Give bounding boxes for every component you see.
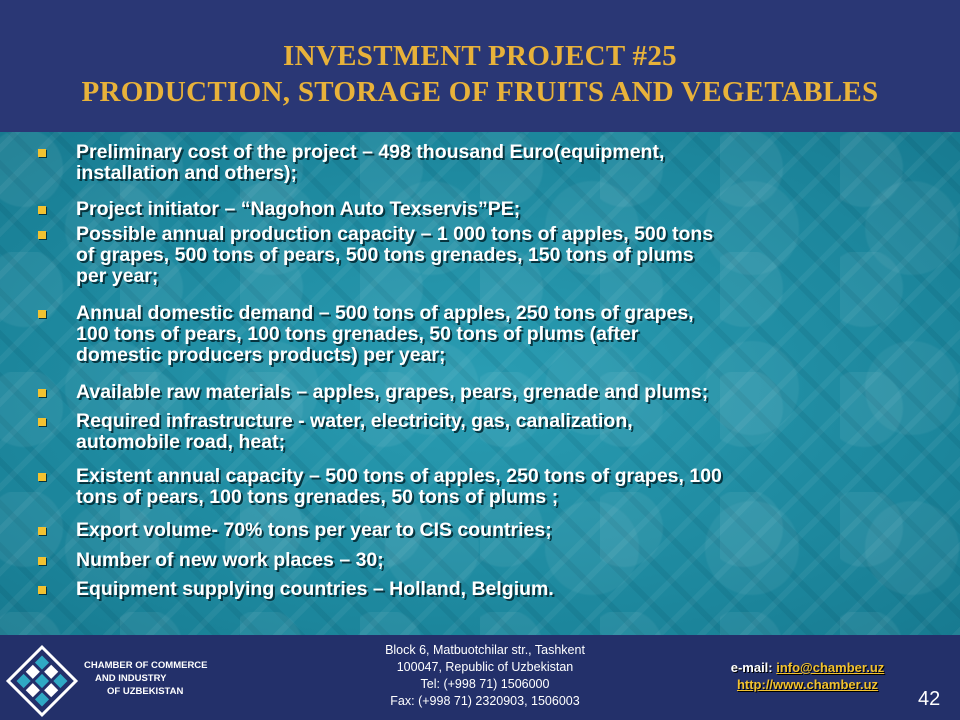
square-bullet-icon	[38, 586, 46, 594]
square-bullet-icon	[38, 389, 46, 397]
bullet-text	[76, 520, 918, 541]
address-line: Block 6, Matbuotchilar str., Tashkent	[385, 643, 585, 657]
bullet-line: Annual domestic demand – 500 tons of apples, 250 tons of grapes,	[76, 302, 694, 324]
bullet-item	[38, 303, 918, 366]
bullet-item	[38, 579, 918, 600]
bullet-line: of grapes, 500 tons of pears, 500 tons grenades, 150 tons of plums	[76, 244, 694, 266]
bullet-line: per year;	[76, 265, 159, 287]
bullet-line: Equipment supplying countries – Holland, Belgium.	[76, 578, 554, 600]
bullet-line: Project initiator – “Nagohon Auto Texservis”PE;	[76, 198, 521, 220]
bullet-text	[76, 382, 918, 403]
org-name-line-3: OF UZBEKISTAN	[107, 686, 184, 697]
chamber-logo-icon	[4, 643, 80, 719]
contacts-block	[700, 659, 915, 693]
square-bullet-icon	[38, 418, 46, 426]
bullet-item	[38, 382, 918, 403]
page-number: 42	[918, 688, 941, 710]
bullet-line: domestic producers products) per year;	[76, 344, 446, 366]
bullet-item	[38, 466, 918, 508]
bullet-item	[38, 199, 918, 220]
bullet-item	[38, 550, 918, 571]
bullet-item	[38, 142, 918, 184]
bullet-line: Existent annual capacity – 500 tons of apples, 250 tons of grapes, 100	[76, 465, 722, 487]
bullet-line: Possible annual production capacity – 1 000 tons of apples, 500 tons	[76, 223, 714, 245]
bullet-item	[38, 520, 918, 541]
bullet-line: Available raw materials – apples, grapes, pears, grenade and plums;	[76, 381, 709, 403]
square-bullet-icon	[38, 149, 46, 157]
bullet-line: Number of new work places – 30;	[76, 549, 384, 571]
bullet-line: automobile road, heat;	[76, 431, 286, 453]
email-link[interactable]: info@chamber.uz	[776, 660, 885, 675]
square-bullet-icon	[38, 473, 46, 481]
bullet-text	[76, 466, 918, 508]
address-block	[300, 642, 670, 710]
bullet-line: Required infrastructure - water, electricity, gas, canalization,	[76, 410, 633, 432]
title-band	[0, 0, 960, 132]
square-bullet-icon	[38, 231, 46, 239]
bullet-text	[76, 303, 918, 366]
bullet-line: installation and others);	[76, 162, 298, 184]
bullet-item	[38, 411, 918, 453]
fax-line: Fax: (+998 71) 2320903, 1506003	[390, 694, 580, 708]
bullet-text	[76, 199, 918, 220]
content-area	[0, 132, 960, 635]
org-name-line-2: AND INDUSTRY	[95, 673, 167, 684]
email-label: e-mail:	[730, 660, 777, 675]
bullet-text	[76, 579, 918, 600]
bullet-item	[38, 224, 918, 287]
slide-title: INVESTMENT PROJECT #25	[283, 40, 677, 72]
bullet-line: tons of pears, 100 tons grenades, 50 tons of plums ;	[76, 486, 559, 508]
slide-subtitle: PRODUCTION, STORAGE OF FRUITS AND VEGETABLES	[81, 76, 879, 108]
bullet-line: 100 tons of pears, 100 tons grenades, 50 tons of plums (after	[76, 323, 639, 345]
square-bullet-icon	[38, 527, 46, 535]
bullet-line: Preliminary cost of the project – 498 thousand Euro(equipment,	[76, 141, 665, 163]
square-bullet-icon	[38, 206, 46, 214]
address-line: 100047, Republic of Uzbekistan	[396, 660, 574, 674]
footer	[0, 635, 960, 720]
org-name-line-1: CHAMBER OF COMMERCE	[84, 660, 208, 671]
website-link[interactable]: http://www.chamber.uz	[736, 677, 879, 692]
bullet-text	[76, 550, 918, 571]
phone-line: Tel: (+998 71) 1506000	[420, 677, 550, 691]
bullet-text	[76, 224, 918, 287]
bullet-line: Export volume- 70% tons per year to CIS countries;	[76, 519, 552, 541]
bullet-text	[76, 142, 918, 184]
square-bullet-icon	[38, 310, 46, 318]
bullet-text	[76, 411, 918, 453]
square-bullet-icon	[38, 557, 46, 565]
